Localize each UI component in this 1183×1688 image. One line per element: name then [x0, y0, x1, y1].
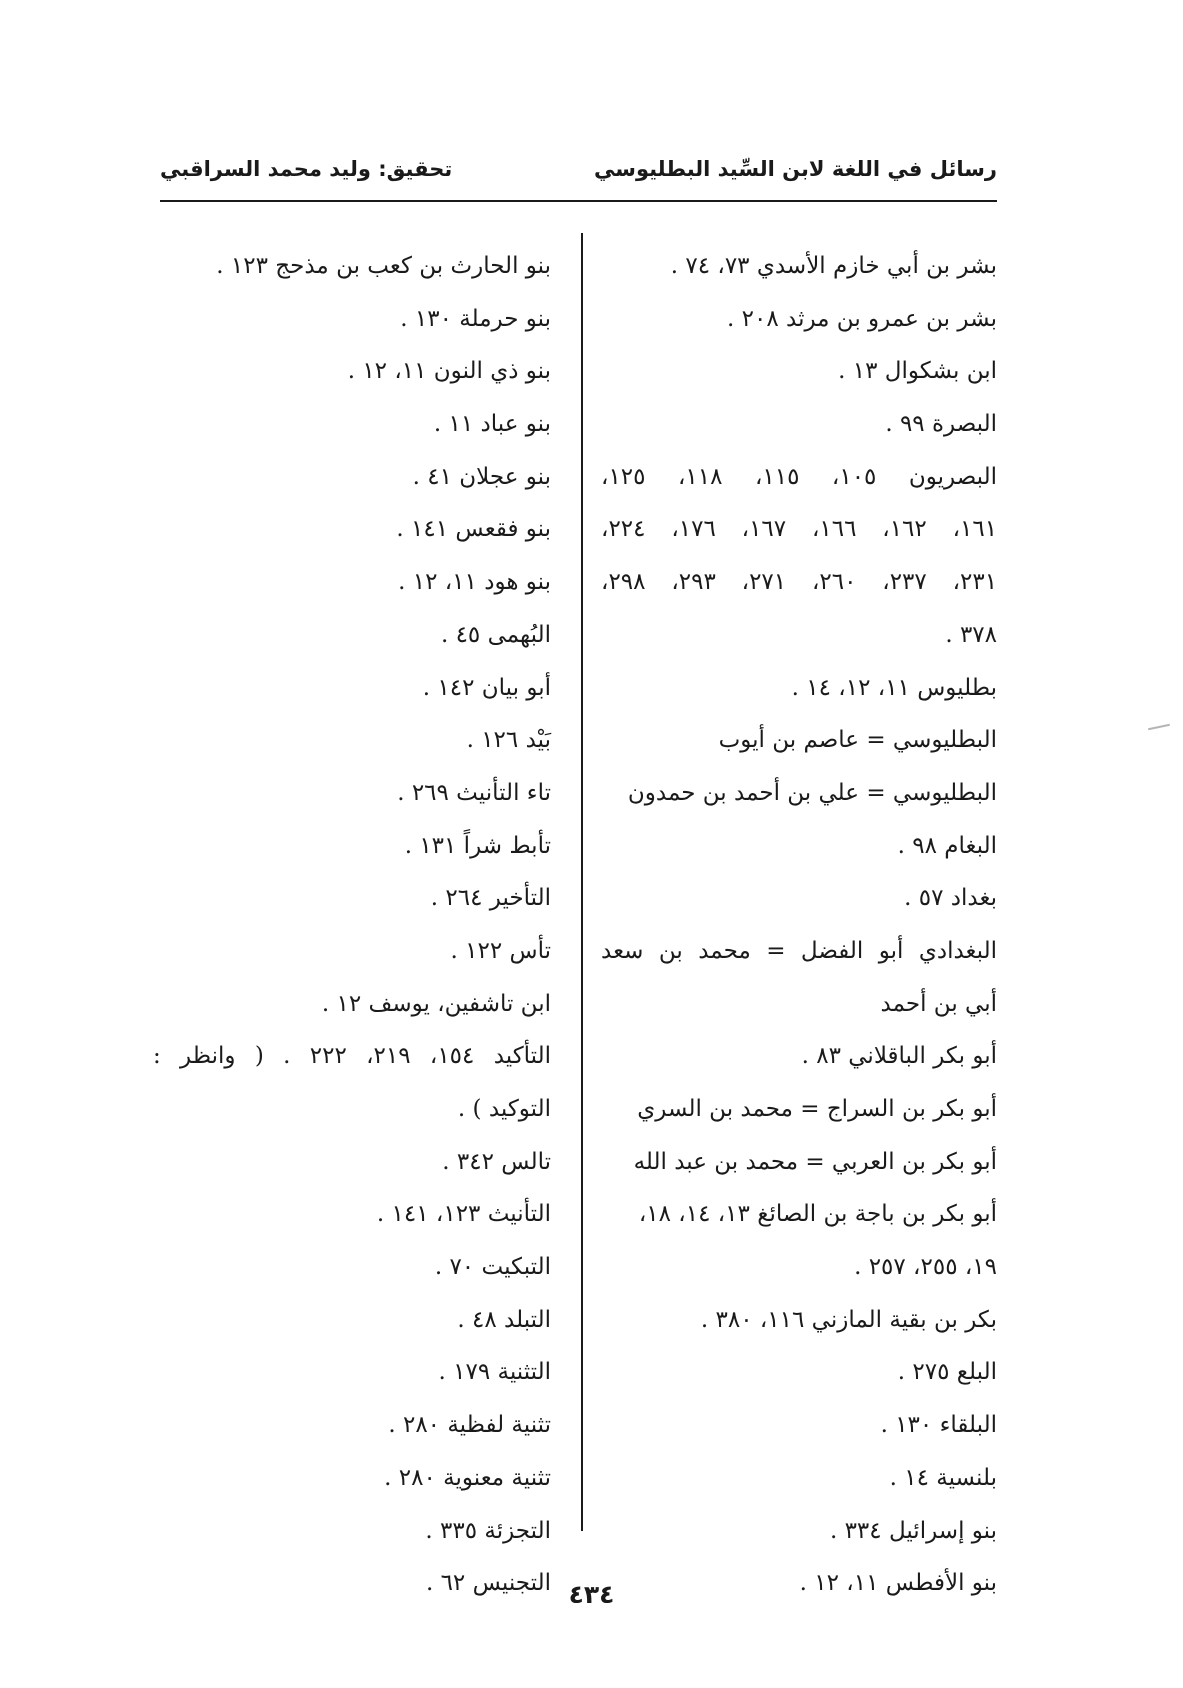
index-column-right	[601, 240, 997, 1610]
index-entry: تثنية معنوية ٢٨٠ .	[384, 1464, 551, 1491]
index-entry: التجزئة ٣٣٥ .	[425, 1517, 551, 1544]
editor-credit: تحقيق: وليد محمد السراقبي	[160, 157, 453, 181]
index-entry: التجنيس ٦٢ .	[425, 1570, 551, 1597]
index-entry: أبو بيان ١٤٢ .	[422, 674, 551, 701]
index-entry: بنو إسرائيل ٣٣٤ .	[829, 1517, 997, 1544]
index-entry: البغدادي أبو الفضل = محمد بن سعد	[601, 937, 997, 964]
scan-edge-mark	[1148, 724, 1170, 731]
index-entry: ابن بشكوال ١٣ .	[838, 358, 997, 385]
index-entry: التأخير ٢٦٤ .	[430, 885, 551, 912]
index-entry: بنو هود ١١، ١٢ .	[398, 569, 551, 596]
index-entry: أبو بكر بن باجة بن الصائغ ١٣، ١٤، ١٨،	[638, 1201, 997, 1228]
index-entry: بَيْد ١٢٦ .	[466, 727, 551, 754]
index-entry: أبو بكر الباقلاني ٨٣ .	[801, 1043, 997, 1070]
index-entry: ١٦١، ١٦٢، ١٦٦، ١٦٧، ١٧٦، ٢٢٤،	[601, 516, 998, 543]
index-entry: بنو فقعس ١٤١ .	[396, 516, 551, 543]
index-entry: بنو حرملة ١٣٠ .	[400, 305, 551, 332]
book-title: رسائل في اللغة لابن السِّيد البطليوسي	[594, 157, 997, 181]
index-entry: تالس ٣٤٢ .	[442, 1148, 551, 1175]
index-entry: ابن تاشفين، يوسف ١٢ .	[321, 990, 551, 1017]
index-entry: بلنسية ١٤ .	[889, 1464, 997, 1491]
index-entry: البطليوسي = عاصم بن أيوب	[718, 727, 997, 754]
index-entry: أبو بكر بن السراج = محمد بن السري	[637, 1096, 997, 1122]
index-entry: بكر بن بقية المازني ١١٦، ٣٨٠ .	[700, 1306, 997, 1333]
index-entry: بنو الأفطس ١١، ١٢ .	[799, 1570, 997, 1597]
index-entry: ٣٧٨ .	[945, 621, 997, 648]
index-entry: بغداد ٥٧ .	[904, 885, 997, 912]
index-entry: أبو بكر بن العربي = محمد بن عبد الله	[633, 1148, 997, 1175]
index-entry: تثنية لفظية ٢٨٠ .	[388, 1412, 551, 1439]
index-entry: بطليوس ١١، ١٢، ١٤ .	[791, 674, 997, 701]
column-divider	[581, 233, 583, 1531]
page-number: ٤٣٤	[568, 1580, 615, 1609]
index-entry: البغام ٩٨ .	[897, 832, 997, 859]
running-header	[160, 155, 997, 197]
index-entry: بشر بن عمرو بن مرثد ٢٠٨ .	[727, 305, 997, 332]
index-entry: تأس ١٢٢ .	[450, 937, 551, 964]
index-entry: بنو الحارث بن كعب بن مذحج ١٢٣ .	[216, 253, 551, 279]
index-entry: البلع ٢٧٥ .	[897, 1359, 997, 1386]
index-entry: تاء التأنيث ٢٦٩ .	[397, 779, 551, 806]
index-entry: التوكيد ) .	[457, 1096, 551, 1122]
index-entry: التبلد ٤٨ .	[457, 1306, 551, 1333]
index-entry: أبي بن أحمد	[880, 990, 997, 1017]
index-entry: ١٩، ٢٥٥، ٢٥٧ .	[854, 1254, 997, 1281]
index-entry: البلقاء ١٣٠ .	[880, 1412, 997, 1439]
index-entry: ٢٣١، ٢٣٧، ٢٦٠، ٢٧١، ٢٩٣، ٢٩٨،	[601, 569, 998, 596]
index-entry: البصرة ٩٩ .	[885, 411, 997, 438]
header-rule	[160, 200, 997, 202]
index-entry: تأبط شراً ١٣١ .	[404, 832, 551, 859]
index-entry: بشر بن أبي خازم الأسدي ٧٣، ٧٤ .	[670, 253, 997, 279]
index-entry: البطليوسي = علي بن أحمد بن حمدون	[627, 779, 997, 806]
index-entry: التأكيد ١٥٤، ٢١٩، ٢٢٢ . ( وانظر :	[153, 1043, 552, 1070]
index-entry: البصريون ١٠٥، ١١٥، ١١٨، ١٢٥،	[601, 463, 998, 490]
index-entry: بنو ذي النون ١١، ١٢ .	[347, 358, 551, 385]
index-column-left	[153, 240, 551, 1610]
index-entry: التأنيث ١٢٣، ١٤١ .	[376, 1201, 551, 1228]
index-entry: التثنية ١٧٩ .	[438, 1359, 551, 1386]
index-entry: التبكيت ٧٠ .	[434, 1254, 551, 1281]
index-entry: بنو عباد ١١ .	[433, 411, 551, 438]
index-entry: بنو عجلان ٤١ .	[412, 463, 551, 490]
index-entry: البُهمى ٤٥ .	[440, 621, 551, 648]
